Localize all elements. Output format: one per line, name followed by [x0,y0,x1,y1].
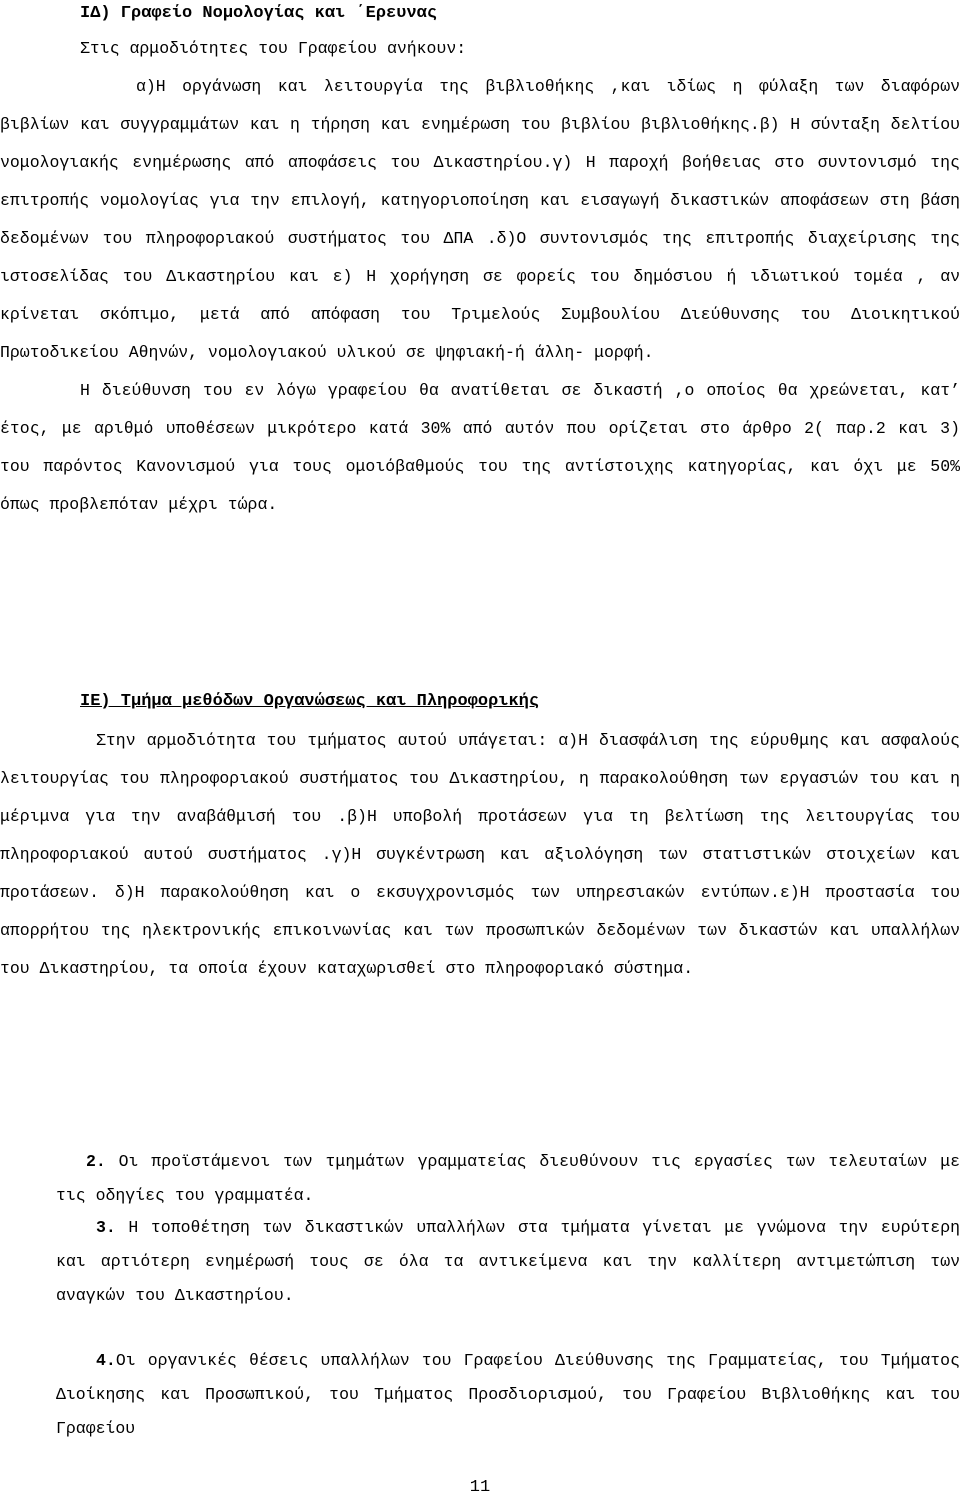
section-id-paragraph2: Η διεύθυνση του εν λόγω γραφείου θα ανατίθεται σε δικαστή ,ο οποίος θα χρεώνεται, κατ’ έτος, με αριθμό υποθέσεων μικρότερο κατά 30% από αυτόν που ορίζεται στο άρθρο 2( παρ.2 και 3) του παρόντος Κανονισμού για τους ομοιόβαθμούς του της αντίστοιχης κατηγορίας, και όχι με 50% όπως προβλεπόταν μέχρι τώρα. [0,381,960,514]
item-3-text: Η τοποθέτηση των δικαστικών υπαλλήλων στα τμήματα γίνεται με γνώμονα την ευρύτερη και αρτιότερη ενημέρωσή τους σε όλα τα αντικείμενα και την καλλίτερη αντιμετώπιση των αναγκών του Δικαστηρίου. [56,1218,960,1305]
section-id-paragraph1: α)Η οργάνωση και λειτουργία της βιβλιοθήκης ,και ιδίως η φύλαξη των διαφόρων βιβλίων και συγγραμμάτων και η τήρηση και ενημέρωση του βιβλίου βιβλιοθήκης.β) Η σύνταξη δελτίου νομολογιακής ενημέρωσης από αποφάσεις του Δικαστηρίου.γ) Η παροχή βοήθειας στο συντονισμό της επιτροπής νομολογίας για την επιλογή, κατηγοριοποίηση και εισαγωγή δικαστικών αποφάσεων στη βάση δεδομένων του πληροφοριακού συστήματος του ΔΠΑ .δ)Ο συντονισμός της επιτροπής διαχείρισης της ιστοσελίδας του Δικαστηρίου και ε) Η χορήγηση σε φορείς του δημόσιου ή ιδιωτικού τομέα , αν κρίνεται σκόπιμο, μετά από απόφαση του Τριμελούς Συμβουλίου Διεύθυνσης του Διοικητικού Πρωτοδικείου Αθηνών, νομολογιακού υλικού σε ψηφιακή-ή άλλη- μορφή. [0,77,960,362]
section-ie-paragraph: Στην αρμοδιότητα του τμήματος αυτού υπάγεται: α)Η διασφάλιση της εύρυθμης και ασφαλούς λειτουργίας του πληροφοριακού συστήματος του Δικαστηρίου, η παρακολούθηση των εργασιών του και η μέριμνα για την αναβάθμισή του .β)Η υποβολή προτάσεων για τη βελτίωση της λειτουργίας του πληροφοριακού αυτού συστήματος .γ)Η συγκέντρωση και αξιολόγηση των στατιστικών στοιχείων και προτάσεων. δ)Η παρακολούθηση και ο εκσυγχρονισμός των υπηρεσιακών εντύπων.ε)Η προστασία του απορρήτου της ηλεκτρονικής επικοινωνίας και των προσωπικών δεδομένων των δικαστών και υπαλλήλων του Δικαστηρίου, τα οποία έχουν καταχωρισθεί στο πληροφοριακό σύστημα. [0,731,960,978]
item-4-text: Οι οργανικές θέσεις υπαλλήλων του Γραφείου Διεύθυνσης της Γραμματείας, του Τμήματος Διοίκησης και Προσωπικού, του Τμήματος Προσδιορισμού, του Γραφείου Βιβλιοθήκης και του Γραφείου [56,1351,960,1438]
section-id-intro: Στις αρμοδιότητες του Γραφείου ανήκουν: [80,39,467,58]
section-ie-body [0,722,960,988]
page-number: 11 [469,1478,491,1497]
section-ie-title-text: ΙΕ) Τμήμα μεθόδων Οργανώσεως και Πληροφορικής [80,692,540,711]
numbered-item-3 [56,1211,960,1313]
item-4-number: 4. [96,1351,116,1370]
section-id-body [0,30,960,524]
numbered-item-2 [56,1145,960,1213]
numbered-item-4 [56,1344,960,1446]
section-id-title: ΙΔ) Γραφείο Νομολογίας και ΄Ερευνας [80,4,438,23]
item-2-number: 2. [86,1152,106,1171]
item-3-number: 3. [96,1218,116,1237]
section-ie-title [80,690,539,714]
item-2-text: Οι προϊστάμενοι των τμημάτων γραμματείας διευθύνουν τις εργασίες των τελευταίων με τις οδηγίες του γραμματέα. [56,1152,960,1205]
